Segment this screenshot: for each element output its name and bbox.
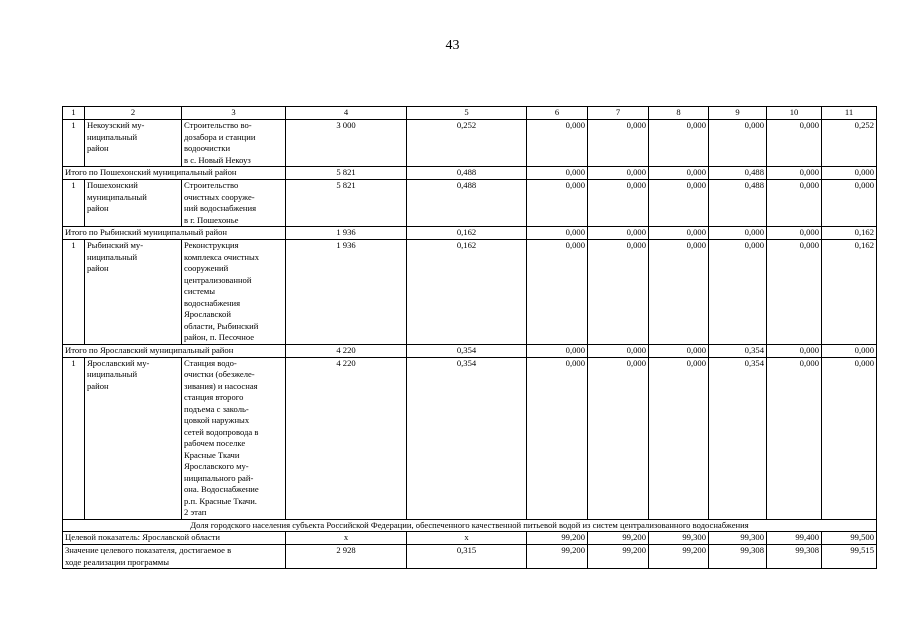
col-5-cell: 0,488 [407, 167, 527, 180]
col-10-cell: 0,000 [767, 240, 822, 345]
indicator-section-row [63, 519, 877, 532]
col-8-cell: 0,000 [649, 167, 709, 180]
project-row [63, 240, 877, 345]
col-6-cell: 0,000 [527, 180, 588, 227]
col-9-cell: 0,000 [709, 227, 767, 240]
district-name: Рыбинский му- ниципальный район [85, 240, 182, 345]
col-9-cell: 0,354 [709, 357, 767, 519]
project-description: Станция водо- очистки (обезжеле- зивания) и насосная станция второго подъема с заколь- цовкой наружных сетей водопровода в рабочем поселке Красные Ткачи Ярославского му- ниципального рай- она. Водоснабжение р.п. Красные Ткачи. 2 этап [182, 357, 286, 519]
col-7-cell: 0,000 [588, 120, 649, 167]
col-7-cell: 0,000 [588, 227, 649, 240]
project-row [63, 357, 877, 519]
row-number: 1 [63, 240, 85, 345]
column-number-row [63, 107, 877, 120]
project-row [63, 120, 877, 167]
col-6-cell: 0,000 [527, 167, 588, 180]
col-4-cell: 2 928 [286, 545, 407, 569]
col-11-cell: 99,500 [822, 532, 877, 545]
col-5-cell: х [407, 532, 527, 545]
col-9-cell: 0,488 [709, 180, 767, 227]
col-11-cell: 0,162 [822, 240, 877, 345]
col-10-cell: 99,400 [767, 532, 822, 545]
col-4-cell: 4 220 [286, 344, 407, 357]
column-number-5: 5 [407, 107, 527, 120]
col-6-cell: 0,000 [527, 344, 588, 357]
col-7-cell: 0,000 [588, 180, 649, 227]
project-description: Реконструкция комплекса очистных сооружений централизованной системы водоснабжения Ярославской области, Рыбинский район, п. Песочное [182, 240, 286, 345]
column-number-3: 3 [182, 107, 286, 120]
column-number-1: 1 [63, 107, 85, 120]
total-label: Итого по Рыбинский муниципальный район [63, 227, 286, 240]
col-4-cell: х [286, 532, 407, 545]
column-number-9: 9 [709, 107, 767, 120]
col-5-cell: 0,488 [407, 180, 527, 227]
col-10-cell: 0,000 [767, 357, 822, 519]
col-11-cell: 0,252 [822, 120, 877, 167]
col-6-cell: 99,200 [527, 545, 588, 569]
column-number-11: 11 [822, 107, 877, 120]
col-11-cell: 0,162 [822, 227, 877, 240]
col-10-cell: 0,000 [767, 120, 822, 167]
col-5-cell: 0,162 [407, 227, 527, 240]
col-8-cell: 99,300 [649, 532, 709, 545]
col-6-cell: 0,000 [527, 240, 588, 345]
district-total-row [63, 167, 877, 180]
col-10-cell: 0,000 [767, 167, 822, 180]
col-10-cell: 99,308 [767, 545, 822, 569]
project-description: Строительство во- дозабора и станции водоочистки в с. Новый Некоуз [182, 120, 286, 167]
col-7-cell: 0,000 [588, 344, 649, 357]
investment-program-table [62, 106, 877, 569]
indicator-title: Доля городского населения субъекта Российской Федерации, обеспеченного качественной питьевой водой из систем централизованного водоснабжения [63, 519, 877, 532]
col-8-cell: 0,000 [649, 227, 709, 240]
col-5-cell: 0,252 [407, 120, 527, 167]
col-5-cell: 0,315 [407, 545, 527, 569]
col-9-cell: 0,488 [709, 167, 767, 180]
col-5-cell: 0,354 [407, 357, 527, 519]
col-8-cell: 99,200 [649, 545, 709, 569]
district-name: Ярославский му- ниципальный район [85, 357, 182, 519]
col-8-cell: 0,000 [649, 344, 709, 357]
col-11-cell: 0,000 [822, 357, 877, 519]
target-label: Целевой показатель: Ярославской области [63, 532, 286, 545]
col-8-cell: 0,000 [649, 357, 709, 519]
col-4-cell: 5 821 [286, 167, 407, 180]
achieved-indicator-row [63, 545, 877, 569]
project-description: Строительство очистных сооруже- ний водоснабжения в г. Пошехонье [182, 180, 286, 227]
target-indicator-row [63, 532, 877, 545]
total-label: Итого по Пошехонский муниципальный район [63, 167, 286, 180]
column-number-4: 4 [286, 107, 407, 120]
col-8-cell: 0,000 [649, 120, 709, 167]
col-8-cell: 0,000 [649, 240, 709, 345]
column-number-7: 7 [588, 107, 649, 120]
col-4-cell: 1 936 [286, 240, 407, 345]
column-number-8: 8 [649, 107, 709, 120]
col-11-cell: 0,000 [822, 167, 877, 180]
district-total-row [63, 227, 877, 240]
col-9-cell: 0,354 [709, 344, 767, 357]
col-7-cell: 99,200 [588, 545, 649, 569]
col-9-cell: 99,300 [709, 532, 767, 545]
col-6-cell: 0,000 [527, 120, 588, 167]
col-10-cell: 0,000 [767, 227, 822, 240]
col-10-cell: 0,000 [767, 180, 822, 227]
col-5-cell: 0,354 [407, 344, 527, 357]
col-7-cell: 0,000 [588, 357, 649, 519]
table-body [63, 107, 877, 569]
col-7-cell: 99,200 [588, 532, 649, 545]
col-4-cell: 1 936 [286, 227, 407, 240]
col-9-cell: 99,308 [709, 545, 767, 569]
col-4-cell: 4 220 [286, 357, 407, 519]
col-5-cell: 0,162 [407, 240, 527, 345]
district-total-row [63, 344, 877, 357]
achieved-label: Значение целевого показателя, достигаемое в ходе реализации программы [63, 545, 286, 569]
page-number: 43 [445, 38, 460, 53]
col-6-cell: 0,000 [527, 227, 588, 240]
col-11-cell: 99,515 [822, 545, 877, 569]
row-number: 1 [63, 180, 85, 227]
total-label: Итого по Ярославский муниципальный район [63, 344, 286, 357]
col-11-cell: 0,000 [822, 180, 877, 227]
project-row [63, 180, 877, 227]
column-number-6: 6 [527, 107, 588, 120]
row-number: 1 [63, 120, 85, 167]
col-4-cell: 5 821 [286, 180, 407, 227]
col-10-cell: 0,000 [767, 344, 822, 357]
row-number: 1 [63, 357, 85, 519]
column-number-2: 2 [85, 107, 182, 120]
col-6-cell: 99,200 [527, 532, 588, 545]
col-7-cell: 0,000 [588, 240, 649, 345]
column-number-10: 10 [767, 107, 822, 120]
col-7-cell: 0,000 [588, 167, 649, 180]
col-9-cell: 0,000 [709, 240, 767, 345]
col-11-cell: 0,000 [822, 344, 877, 357]
col-9-cell: 0,000 [709, 120, 767, 167]
col-8-cell: 0,000 [649, 180, 709, 227]
col-6-cell: 0,000 [527, 357, 588, 519]
district-name: Пошехонский муниципальный район [85, 180, 182, 227]
district-name: Некоузский му- ниципальный район [85, 120, 182, 167]
col-4-cell: 3 000 [286, 120, 407, 167]
